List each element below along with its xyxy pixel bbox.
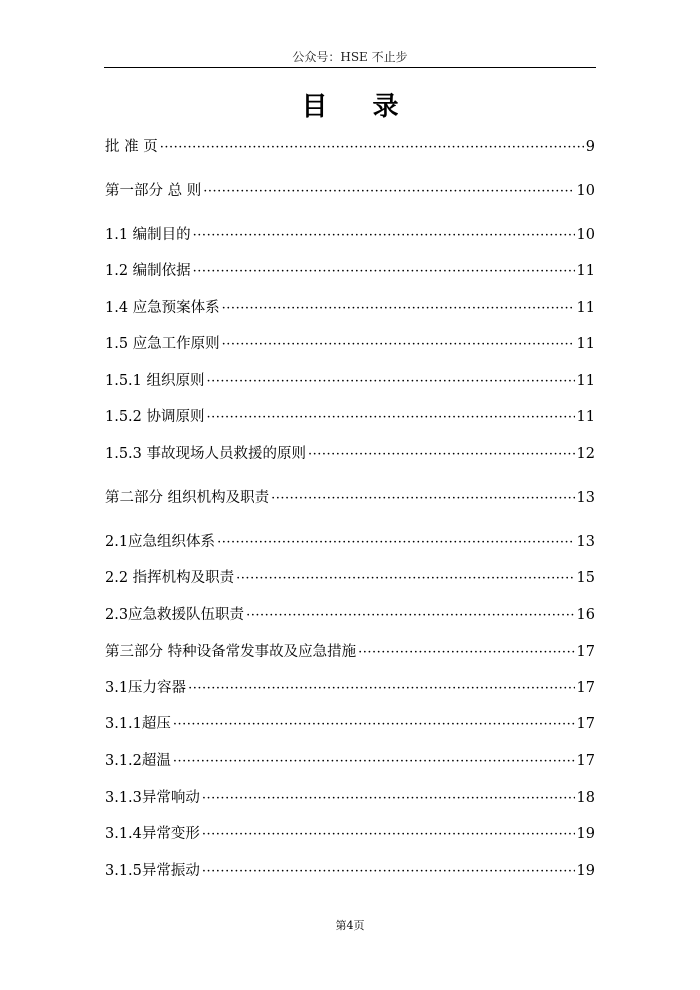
toc-leader-dots <box>207 407 575 429</box>
toc-leader-dots <box>358 642 574 664</box>
toc-entry-label: 1.5.2 协调原则 <box>105 409 205 425</box>
toc-entry[interactable] <box>105 487 595 509</box>
toc-entry[interactable] <box>105 180 595 202</box>
toc-entry[interactable] <box>105 567 595 589</box>
toc-entry[interactable] <box>105 224 595 246</box>
toc-entry-page: 19 <box>576 826 595 842</box>
toc-entry-label: 1.1 编制目的 <box>105 227 191 243</box>
toc-leader-dots <box>217 532 574 554</box>
toc-entry-label: 第二部分 组织机构及职责 <box>105 490 270 506</box>
toc-entry-label: 3.1.3异常响动 <box>105 790 200 806</box>
toc-entry-label: 1.5.3 事故现场人员救援的原则 <box>105 446 307 462</box>
toc-entry-label: 3.1.2超温 <box>105 753 171 769</box>
toc-leader-dots <box>202 861 575 883</box>
toc-entry-label: 2.2 指挥机构及职责 <box>105 570 235 586</box>
toc-entry-label: 2.3应急救援队伍职责 <box>105 607 245 623</box>
toc-entry-page: 11 <box>576 300 595 316</box>
toc-title: 目 录 <box>301 92 417 122</box>
toc-entry-label: 第一部分 总 则 <box>105 183 202 199</box>
toc-leader-dots <box>222 334 575 356</box>
toc-leader-dots <box>222 298 575 320</box>
toc-entry[interactable] <box>105 604 595 626</box>
toc-entry-page: 12 <box>576 446 595 462</box>
toc-entry[interactable] <box>105 860 595 882</box>
toc-entry[interactable] <box>105 641 595 663</box>
toc-leader-dots <box>188 678 574 700</box>
toc-entry[interactable] <box>105 406 595 428</box>
toc-entry[interactable] <box>105 787 595 809</box>
toc-leader-dots <box>271 488 574 510</box>
toc-entry-page: 17 <box>576 753 595 769</box>
toc-entry-page: 11 <box>576 409 595 425</box>
toc-leader-dots <box>173 714 575 736</box>
toc-entry[interactable] <box>105 260 595 282</box>
toc-entry-page: 16 <box>576 607 595 623</box>
toc-entry-label: 3.1压力容器 <box>105 680 187 696</box>
toc-entry-page: 11 <box>576 373 595 389</box>
toc-entry-page: 17 <box>576 680 595 696</box>
toc-leader-dots <box>308 444 575 466</box>
toc-leader-dots <box>207 371 575 393</box>
toc-entry-label: 1.5 应急工作原则 <box>105 336 220 352</box>
toc-entry[interactable] <box>105 370 595 392</box>
toc-entry[interactable] <box>105 823 595 845</box>
toc-entry-label: 1.2 编制依据 <box>105 263 191 279</box>
toc-leader-dots <box>236 568 574 590</box>
toc-entry-label: 1.4 应急预案体系 <box>105 300 220 316</box>
toc-entry-page: 11 <box>576 263 595 279</box>
page-header: 公众号：HSE 不止步 <box>292 50 408 64</box>
toc-leader-dots <box>246 605 574 627</box>
toc-leader-dots <box>203 181 574 203</box>
toc-entry-label: 3.1.1超压 <box>105 716 171 732</box>
toc-entry[interactable] <box>105 333 595 355</box>
toc-entry-page: 15 <box>576 570 595 586</box>
toc-entry-page: 13 <box>576 534 595 550</box>
toc-entry-label: 第三部分 特种设备常发事故及应急措施 <box>105 644 357 660</box>
toc-entry-label: 3.1.5异常振动 <box>105 863 200 879</box>
toc-leader-dots <box>193 225 575 247</box>
toc-entry-label: 批 准 页 <box>105 139 158 155</box>
toc-leader-dots <box>173 751 575 773</box>
toc-leader-dots <box>202 824 575 846</box>
toc-entry-page: 19 <box>576 863 595 879</box>
toc-entry-page: 17 <box>576 716 595 732</box>
toc-entry-page: 13 <box>576 490 595 506</box>
page-number: 第4页 <box>335 919 365 932</box>
toc-entry[interactable] <box>105 750 595 772</box>
toc-entry[interactable] <box>105 531 595 553</box>
toc-entry-page: 11 <box>576 336 595 352</box>
toc-entry[interactable] <box>105 136 595 158</box>
toc-entry[interactable] <box>105 713 595 735</box>
toc-entry-page: 18 <box>576 790 595 806</box>
toc-entry-page: 17 <box>576 644 595 660</box>
toc-entry-page: 9 <box>585 139 595 155</box>
toc-leader-dots <box>160 137 584 159</box>
toc-entry-page: 10 <box>576 183 595 199</box>
toc-entry[interactable] <box>105 443 595 465</box>
toc-leader-dots <box>193 261 575 283</box>
toc-entry-page: 10 <box>576 227 595 243</box>
header-divider <box>104 67 596 68</box>
toc-entry[interactable] <box>105 677 595 699</box>
toc-entry[interactable] <box>105 297 595 319</box>
toc-entry-label: 1.5.1 组织原则 <box>105 373 205 389</box>
toc-entry-label: 3.1.4异常变形 <box>105 826 200 842</box>
toc-leader-dots <box>202 788 575 810</box>
toc-entry-label: 2.1应急组织体系 <box>105 534 216 550</box>
